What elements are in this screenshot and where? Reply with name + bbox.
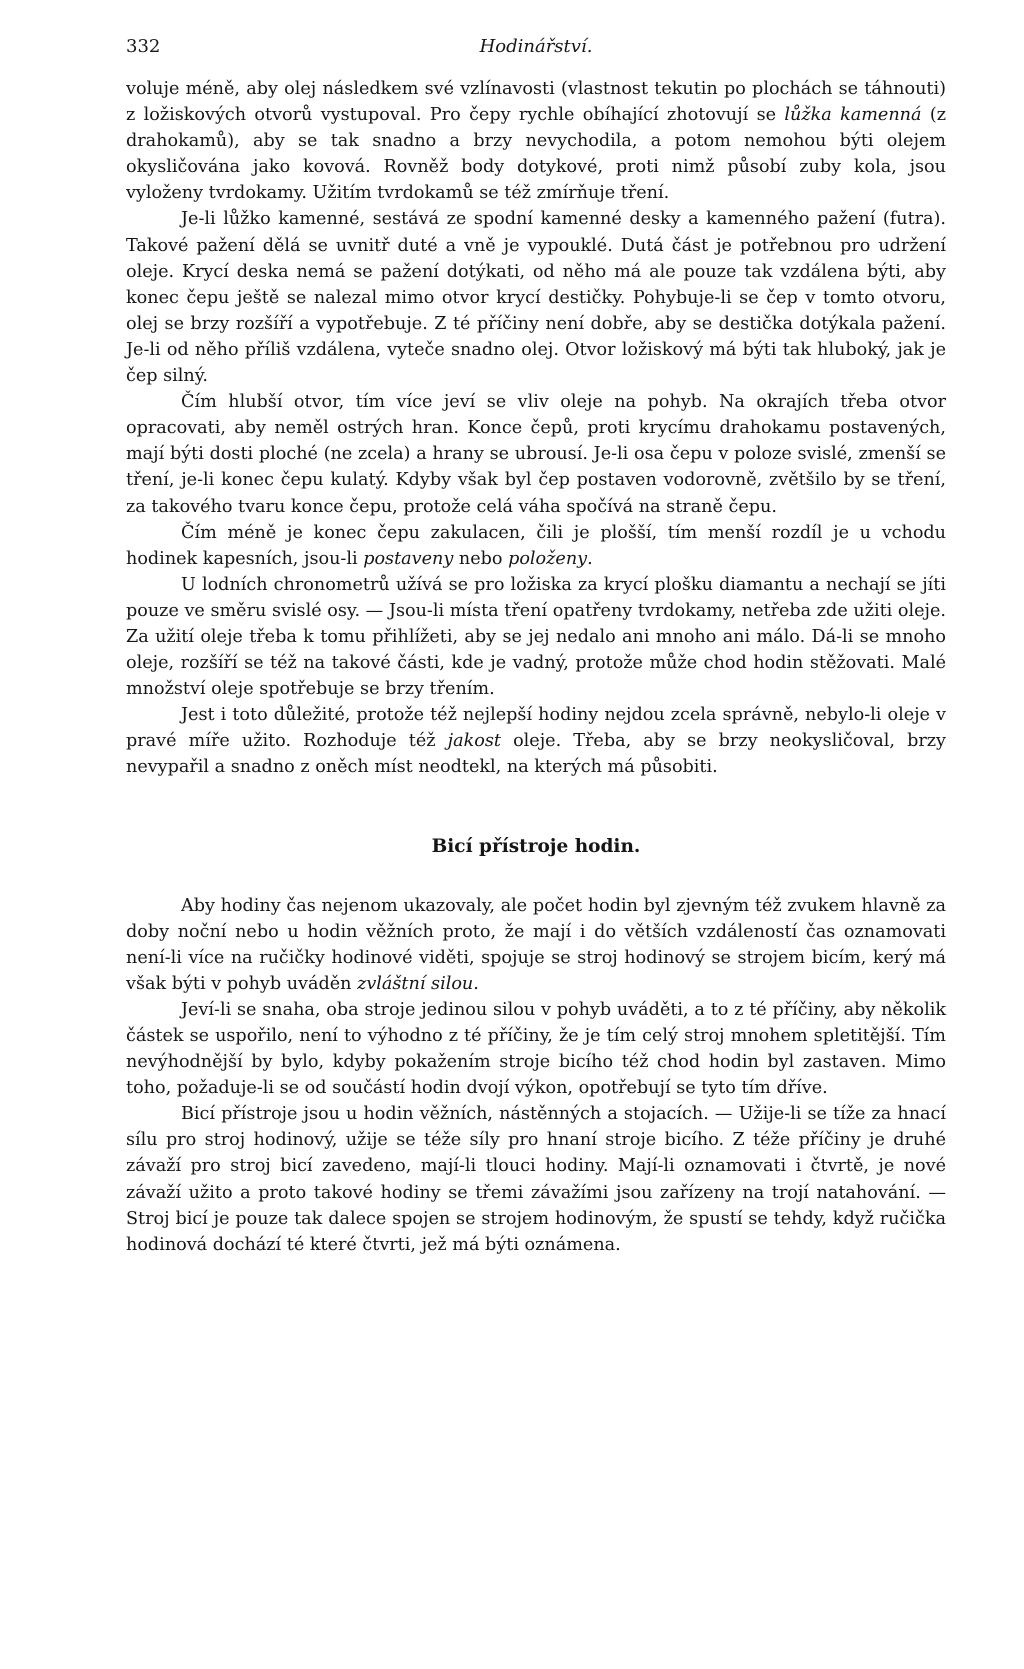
paragraph — [126, 997, 946, 1101]
text-run: Čím hlubší otvor, tím více jeví se vliv oleje na pohyb. Na okrajích třeba otvor opracovati, aby neměl ostrých hran. Konce čepů, proti krycímu drahokamu postavených, mají býti dosti ploché (ne zcela) a hrany se ubrousí. Je-li osa čepu v poloze svislé, zmenší se tření, je-li konec čepu kulatý. Kdyby však byl čep postaven vodorovně, zvětšilo by se tření, za takového tvaru konce čepu, protože celá váha spočívá na straně čepu. — [126, 392, 946, 517]
text-run: Aby hodiny čas nejenom ukazovaly, ale počet hodin byl zjevným též zvukem hlavně za doby noční nebo u hodin věžních proto, že mají i do větších vzdáleností čas oznamovati není-li více na ručičky hodinové viděti, spojuje se stroj hodinový se strojem bicím, kerý má však býti v pohyb uváděn — [126, 895, 946, 994]
italic-text: postaveny — [363, 548, 454, 569]
paragraph — [126, 893, 946, 997]
text-run: Čím méně je konec čepu zakulacen, čili je plošší, tím menší rozdíl je u vchodu hodinek kapesních, jsou-li — [126, 522, 946, 569]
italic-text: zvláštní silou. — [357, 973, 479, 994]
text-run: nebo — [453, 548, 509, 569]
paragraph — [126, 206, 946, 389]
text-run: (z drahokamů), aby se tak snadno a brzy nevychodila, a potom nemohou býti olejem okysličována jako kovová. Rovněž body dotykové, proti nimž působí zuby kola, jsou vyloženy tvrdokamy. Užitím tvrdokamů se též zmírňuje tření. — [126, 105, 946, 204]
text-run: voluje méně, aby olej následkem své vzlínavosti (vlastnost tekutin po plochách se táhnouti) z ložiskových otvorů vystupoval. Pro čepy rychle obíhající zhotovují se — [126, 79, 946, 126]
italic-text: jakost — [447, 731, 501, 752]
running-title: Hodinářství. — [479, 36, 593, 57]
text-run: Bicí přístroje jsou u hodin věžních, nástěnných a stojacích. — Užije-li se tíže za hnací sílu pro stroj hodinový, užije se téže síly pro hnaní stroje bicího. Z téže příčiny je druhé závaží pro stroj bicí zavedeno, mají-li tlouci hodiny. Mají-li oznamovati i čtvrtě, je nové závaží užito a proto takové hodiny se třemi závažími jsou zařízeny na trojí natahování. — Stroj bicí je pouze tak dalece spojen se strojem hodinovým, že spustí se tehdy, když ručička hodinová dochází té které čtvrti, jež má býti oznámena. — [126, 1104, 946, 1255]
paragraph — [126, 389, 946, 519]
text-run: . — [587, 548, 593, 569]
section-title: Bicí přístroje hodin. — [431, 835, 641, 857]
paragraph — [126, 76, 946, 206]
text-run: oleje. Třeba, aby se brzy neokysličoval, brzy nevypařil a snadno z oněch míst neodtekl, na kterých má působiti. — [126, 731, 946, 778]
paragraph — [126, 702, 946, 780]
text-run: Jest i toto důležité, protože též nejlepší hodiny nejdou zcela správně, nebylo-li oleje v pravé míře užito. Rozhoduje též — [126, 705, 946, 752]
text-run: Jeví-li se snaha, oba stroje jedinou silou v pohyb uváděti, a to z té příčiny, aby několik částek se uspořilo, není to výhodno z té příčiny, že je tím celý stroj mnohem spletitější. Tím nevýhodnější by bylo, kdyby pokažením stroje bicího též chod hodin byl zastaven. Mimo toho, požaduje-li se od součástí hodin dvojí výkon, opotřebují se tyto tím dříve. — [126, 999, 946, 1099]
italic-text: položeny — [508, 548, 588, 569]
text-run: Je-li lůžko kamenné, sestává ze spodní kamenné desky a kamenného pažení (futra). Takové pažení dělá se uvnitř duté a vně je vypouklé. Dutá část je potřebnou pro udržení oleje. Krycí deska nemá se pažení dotýkati, od něho má ale pouze tak vzdálena býti, aby konec čepu ještě se nalezal mimo otvor krycí destičky. Pohybuje-li se čep v tomto otvoru, olej se brzy rozšíří a vypotřebuje. Z té příčiny není dobře, aby se destička dotýkala pažení. Je-li od něho příliš vzdálena, vyteče snadno olej. Otvor ložiskový má býti tak hluboký, jak je čep silný. — [126, 209, 946, 387]
paragraph — [126, 520, 946, 572]
page-number: 332 — [126, 36, 161, 57]
body-text — [126, 76, 946, 1258]
text-run: U lodních chronometrů užívá se pro ložiska za krycí plošku diamantu a nechají se jíti pouze ve směru svislé osy. — Jsou-li místa tření opatřeny tvrdokamy, netřeba zde užiti oleje. Za užití oleje třeba k tomu přihlížeti, aby se jej nedalo ani mnoho ani málo. Dá-li se mnoho oleje, rozšíří se též na takové části, kde je vadný, protože může chod hodin stěžovati. Malé množství oleje spotřebuje se brzy třením. — [126, 574, 946, 700]
paragraph — [126, 572, 946, 702]
paragraph — [126, 1101, 946, 1258]
page-header — [126, 36, 946, 76]
italic-text: lůžka kamenná — [784, 105, 922, 126]
